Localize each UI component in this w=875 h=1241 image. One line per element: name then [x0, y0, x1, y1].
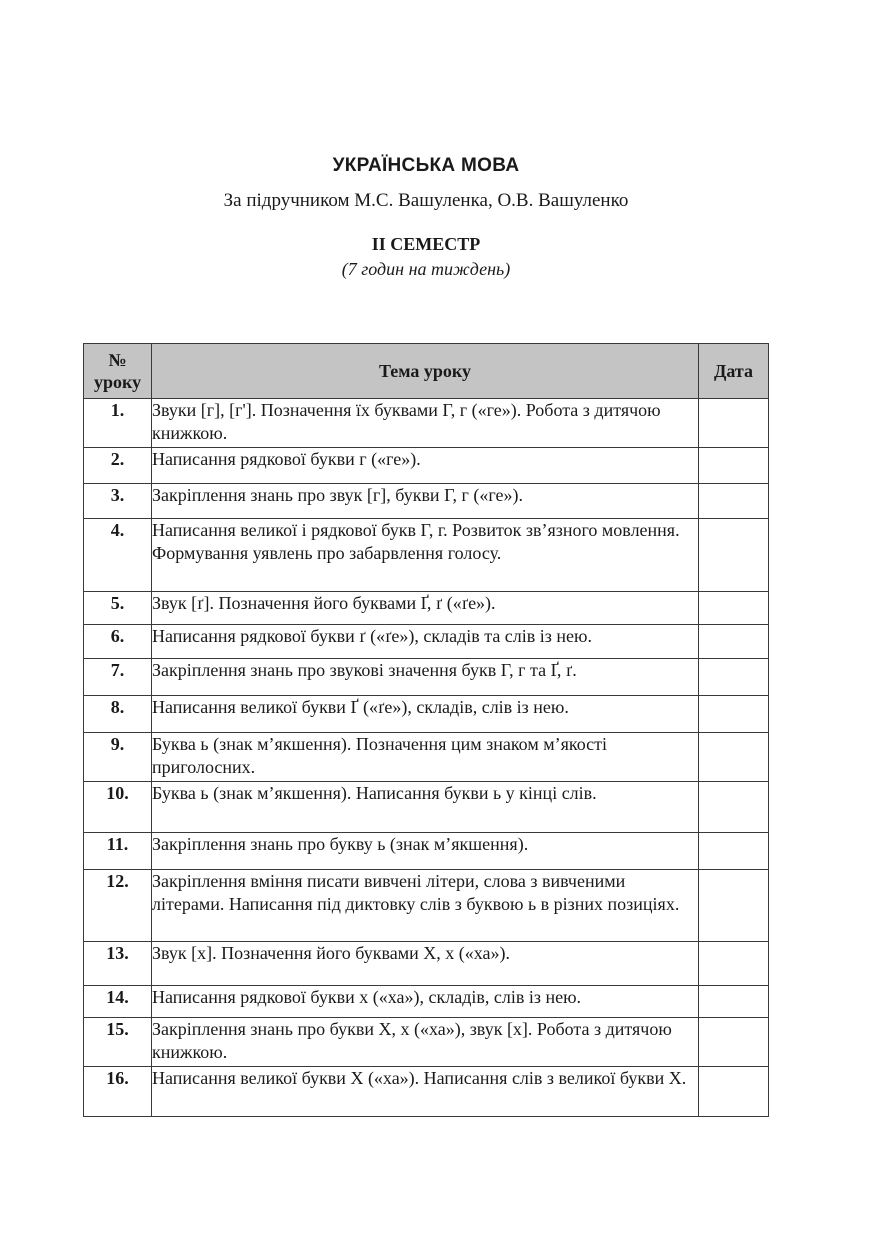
- page-title: УКРАЇНСЬКА МОВА: [332, 155, 520, 176]
- lesson-number: 15.: [84, 1018, 152, 1067]
- lesson-topic: Закріплення вміння писати вивчені літери, слова з вивченими літерами. Написання під диктовку слів з буквою ь в різних позиціях.: [152, 870, 699, 942]
- lesson-date: [699, 696, 769, 733]
- lesson-number: 4.: [84, 519, 152, 592]
- lesson-number: 14.: [84, 986, 152, 1018]
- lesson-date: [699, 733, 769, 782]
- lesson-date: [699, 659, 769, 696]
- column-header-date: Дата: [699, 344, 769, 399]
- lesson-number: 11.: [84, 833, 152, 870]
- lesson-number: 3.: [84, 484, 152, 519]
- table-row: [84, 519, 769, 592]
- lesson-topic: Закріплення знань про букви Х, х («ха»), звук [х]. Робота з дитячою книжкою.: [152, 1018, 699, 1067]
- lesson-number: 6.: [84, 625, 152, 659]
- table-header-row: [84, 344, 769, 399]
- lesson-date: [699, 625, 769, 659]
- table-row: [84, 1018, 769, 1067]
- table-row: [84, 399, 769, 448]
- lesson-date: [699, 1018, 769, 1067]
- lesson-topic: Написання великої і рядкової букв Г, г. Розвиток зв’язного мовлення. Формування уявлень про забарвлення голосу.: [152, 519, 699, 592]
- table-row: [84, 782, 769, 833]
- lesson-date: [699, 592, 769, 625]
- lesson-topic: Звуки [г], [г']. Позначення їх буквами Г, г («ге»). Робота з дитячою книжкою.: [152, 399, 699, 448]
- table-row: [84, 659, 769, 696]
- lesson-topic: Звук [х]. Позначення його буквами Х, х («ха»).: [152, 942, 699, 986]
- table-row: [84, 484, 769, 519]
- table-row: [84, 870, 769, 942]
- lesson-date: [699, 484, 769, 519]
- column-header-topic: Тема уроку: [152, 344, 699, 399]
- table-row: [84, 833, 769, 870]
- lesson-topic: Написання великої букви Ґ («ґе»), складів, слів із нею.: [152, 696, 699, 733]
- lesson-number: 8.: [84, 696, 152, 733]
- lesson-topic: Закріплення знань про букву ь (знак м’якшення).: [152, 833, 699, 870]
- lesson-topic: Написання великої букви Х («ха»). Написання слів з великої букви Х.: [152, 1067, 699, 1117]
- table-row: [84, 733, 769, 782]
- table-row: [84, 448, 769, 484]
- lesson-date: [699, 399, 769, 448]
- table-row: [84, 942, 769, 986]
- table-row: [84, 592, 769, 625]
- lesson-number: 10.: [84, 782, 152, 833]
- lesson-topic: Буква ь (знак м’якшення). Позначення цим знаком м’якості приголосних.: [152, 733, 699, 782]
- lesson-number: 13.: [84, 942, 152, 986]
- lesson-number: 7.: [84, 659, 152, 696]
- table-row: [84, 696, 769, 733]
- lesson-number: 2.: [84, 448, 152, 484]
- lesson-number: 9.: [84, 733, 152, 782]
- lesson-date: [699, 1067, 769, 1117]
- lesson-topic: Написання рядкової букви х («ха»), складів, слів із нею.: [152, 986, 699, 1018]
- lesson-topic: Закріплення знань про звук [г], букви Г, г («ге»).: [152, 484, 699, 519]
- lesson-topic: Написання рядкової букви ґ («ґе»), складів та слів із нею.: [152, 625, 699, 659]
- column-header-lesson-number: № уроку: [84, 344, 152, 399]
- lesson-date: [699, 782, 769, 833]
- table-row: [84, 986, 769, 1018]
- lesson-number: 12.: [84, 870, 152, 942]
- lesson-topic: Звук [ґ]. Позначення його буквами Ґ, ґ («ґе»).: [152, 592, 699, 625]
- lesson-topic: Закріплення знань про звукові значення букв Г, г та Ґ, ґ.: [152, 659, 699, 696]
- lesson-date: [699, 986, 769, 1018]
- textbook-subtitle: За підручником М.С. Вашуленка, О.В. Вашуленко: [223, 190, 629, 211]
- table-row: [84, 1067, 769, 1117]
- lesson-topic: Буква ь (знак м’якшення). Написання букви ь у кінці слів.: [152, 782, 699, 833]
- lesson-number: 1.: [84, 399, 152, 448]
- semester-heading: II СЕМЕСТР: [371, 234, 481, 254]
- lesson-number: 16.: [84, 1067, 152, 1117]
- lesson-date: [699, 519, 769, 592]
- lesson-date: [699, 870, 769, 942]
- lesson-date: [699, 448, 769, 484]
- lesson-topic: Написання рядкової букви г («ге»).: [152, 448, 699, 484]
- lesson-plan-table: [83, 343, 769, 1117]
- lesson-date: [699, 942, 769, 986]
- lesson-number: 5.: [84, 592, 152, 625]
- lesson-date: [699, 833, 769, 870]
- table-row: [84, 625, 769, 659]
- hours-per-week: (7 годин на тиждень): [341, 259, 511, 279]
